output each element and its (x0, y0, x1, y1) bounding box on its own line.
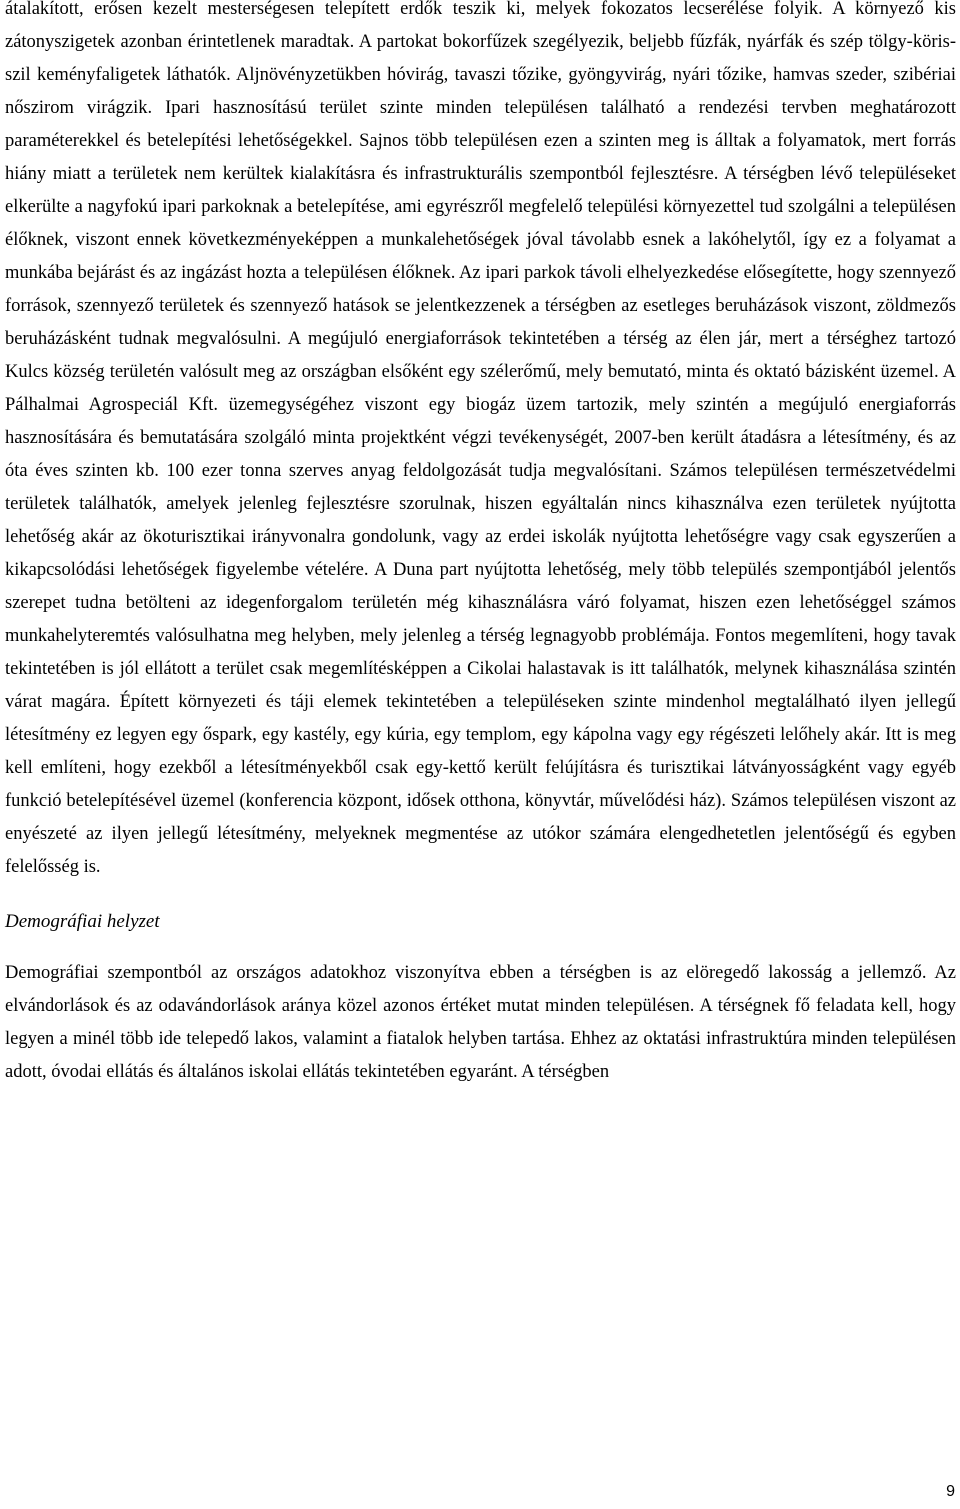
section-heading: Demográfiai helyzet (5, 911, 160, 932)
body-paragraph: átalakított, erősen kezelt mesterségesen telepített erdők teszik ki, melyek fokozatos lecserélése folyik. A környező kis zátonyszigetek azonban érintetlenek maradtak. A partokat bokorfűzek szegélyezik, beljebb fűzfák, nyárfák és szép tölgy-köris-szil keményfaligetek láthatók. Aljnövényzetükben hóvirág, tavaszi tőzike, gyöngyvirág, nyári tőzike, hamvas szeder, szibériai nőszirom virágzik. Ipari hasznosítású terület szinte minden településen található a rendezési tervben meghatározott paraméterekkel és betelepítési lehetőségekkel. Sajnos több településen ezen a szinten meg is álltak a folyamatok, mert forrás hiány miatt a területek nem kerültek kialakításra és infrastrukturális szempontból fejlesztésre. A térségben lévő településeket elkerülte a nagyfokú ipari parkoknak a betelepítése, ami egyrészről megfelelő települési környezettel tud szolgálni a településen élőknek, viszont ennek következményeképpen a munkalehetőségek jóval távolabb esnek a lakóhelytől, így ez a folyamat a munkába bejárást és az ingázást hozta a településen élőknek. Az ipari parkok távoli elhelyezkedése elősegítette, hogy szennyező források, szennyező területek és szennyező hatások se jelentkezzenek a térségben az esetleges beruházások viszont, zöldmezős beruházásként tudnak megvalósulni. A megújuló energiaforrások tekintetében a térség az élen jár, mert a térséghez tartozó Kulcs község területén valósult meg az országban elsőként egy szélerőmű, mely bemutató, minta és oktató bázisként üzemel. A Pálhalmai Agrospeciál Kft. üzemegységéhez viszont egy biogáz üzem tartozik, mely szintén a megújuló energiaforrás hasznosítására és bemutatására szolgáló minta projektként végzi tevékenységét, 2007-ben került átadásra a létesítmény, és az óta éves szinten kb. 100 ezer tonna szerves anyag feldolgozását tudja megvalósítani. Számos településen természetvédelmi területek találhatók, amelyek jelenleg fejlesztésre szorulnak, hiszen egyáltalán nincs kihasználva ezen területek nyújtotta lehetőség akár az ökoturisztikai irányvonalra gondolunk, vagy az erdei iskolák nyújtotta lehetőségre vagy csak egyszerűen a kikapcsolódási lehetőségek figyelembe vételére. A Duna part nyújtotta lehetőség, mely több település szempontjából jelentős szerepet tudna betölteni az idegenforgalom területén még kihasználásra váró folyamat, hiszen ezen lehetőséggel számos munkahelyteremtés valósulhatna meg helyben, mely jelenleg a térség legnagyobb problémája. Fontos megemlíteni, hogy tavak tekintetében is jól ellátott a terület csak megemlítésképpen a Cikolai halastavak is itt találhatók, melynek kihasználása szintén várat magára. Épített környezeti és táji elemek tekintetében a településeken szinte mindenhol megtalálható ilyen jellegű létesítmény ez legyen egy őspark, egy kastély, egy kúria, egy templom, egy kápolna vagy egy régészeti lelőhely akár. Itt is meg kell említeni, hogy ezekből a létesítményekből csak egy-kettő került felújításra és turisztikai látványosságként vagy egyéb funkció betelepítésével üzemel (konferencia központ, idősek otthona, könyvtár, művelődési ház). Számos településen viszont az enyészeté az ilyen jellegű létesítmény, melyeknek megmentése az utókor számára elengedhetetlen jelentőségű és egyben felelősség is. (5, 0, 956, 877)
page-number: 9 (946, 1483, 955, 1500)
section-paragraph: Demográfiai szempontból az országos adatokhoz viszonyítva ebben a térségben is az elöregedő lakosság a jellemző. Az elvándorlások és az odavándorlások aránya közel azonos értéket mutat minden településen. A térségnek fő feladata kell, hogy legyen a minél több ide telepedő lakos, valamint a fiatalok helyben tartása. Ehhez az oktatási infrastruktúra minden településen adott, óvodai ellátás és általános iskolai ellátás tekintetében egyaránt. A térségben (5, 963, 956, 1082)
